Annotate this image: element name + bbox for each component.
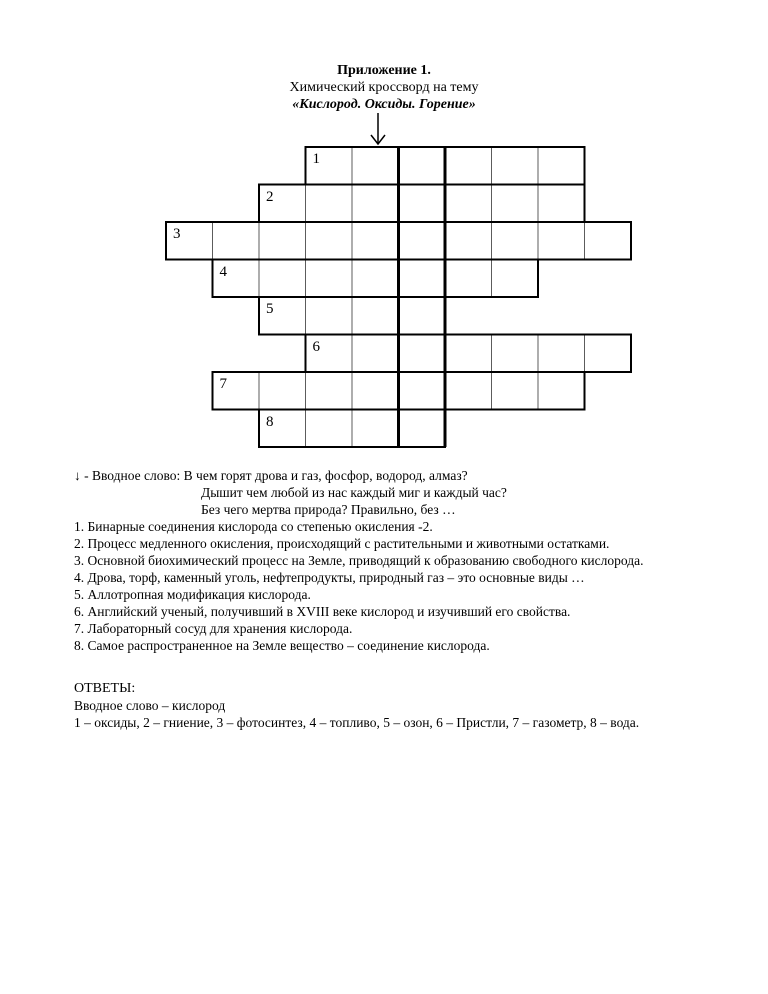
clue-3: 3. Основной биохимический процесс на Земле, приводящий к образованию свободного кислорода.: [74, 553, 644, 568]
keyword-riddle-line-2: Дышит чем любой из нас каждый миг и каждый час?: [201, 485, 507, 500]
crossword-cell: [352, 185, 399, 223]
clues-block: [74, 467, 714, 654]
crossword-cell: [352, 260, 399, 298]
crossword-cell: [306, 185, 353, 223]
crossword-cell: [445, 147, 492, 185]
clue-6: 6. Английский ученый, получивший в XVIII веке кислород и изучивший его свойства.: [74, 604, 571, 619]
crossword-row-outline: [259, 185, 585, 223]
crossword-cell: [306, 410, 353, 448]
crossword-cell: [352, 372, 399, 410]
crossword-cell: [399, 185, 446, 223]
crossword-cell: [399, 260, 446, 298]
crossword-cell: [259, 260, 306, 298]
clue-1: 1. Бинарные соединения кислорода со степенью окисления -2.: [74, 519, 433, 534]
crossword-number-8: 8: [266, 413, 274, 430]
clue-4: 4. Дрова, торф, каменный уголь, нефтепродукты, природный газ – это основные виды …: [74, 570, 585, 585]
crossword-row-outline: [306, 335, 632, 373]
crossword-cell: [352, 410, 399, 448]
crossword-cell: [492, 185, 539, 223]
clue-2: 2. Процесс медленного окисления, происходящий с растительными и животными остатками.: [74, 536, 610, 551]
crossword-number-7: 7: [219, 376, 227, 392]
crossword-cell: [445, 222, 492, 260]
crossword-cell: [259, 222, 306, 260]
crossword-topic: «Кислород. Оксиды. Горение»: [292, 97, 476, 112]
crossword-cell: [399, 410, 446, 448]
crossword-number-3: 3: [173, 226, 181, 242]
crossword-number-5: 5: [266, 301, 274, 317]
keyword-riddle-line-3: Без чего мертва природа? Правильно, без …: [201, 502, 456, 517]
crossword-cell: [538, 222, 585, 260]
crossword-cell: [352, 297, 399, 335]
crossword-cell: [306, 222, 353, 260]
crossword-cell: [399, 297, 446, 335]
crossword-cell: [399, 372, 446, 410]
crossword-cell: [445, 335, 492, 373]
crossword-cell: [399, 222, 446, 260]
crossword-cell: [538, 185, 585, 223]
crossword-cell: [399, 335, 446, 373]
crossword-number-4: 4: [219, 263, 227, 280]
crossword-cell: [538, 335, 585, 373]
crossword-cell: [492, 372, 539, 410]
crossword-cell: [492, 335, 539, 373]
crossword-cell: [306, 260, 353, 298]
crossword-cell: [492, 260, 539, 298]
crossword-cell: [538, 372, 585, 410]
answers-block: [74, 680, 714, 731]
crossword-cell: [492, 222, 539, 260]
clue-5: 5. Аллотропная модификация кислорода.: [74, 587, 311, 602]
document-subtitle: Химический кроссворд на тему: [289, 80, 479, 95]
answers-heading: ОТВЕТЫ:: [74, 681, 136, 696]
crossword-cell: [585, 335, 632, 373]
answers-list: 1 – оксиды, 2 – гниение, 3 – фотосинтез, 4 – топливо, 5 – озон, 6 – Пристли, 7 – газометр, 8 – вода.: [74, 715, 640, 730]
clue-8: 8. Самое распространенное на Земле вещество – соединение кислорода.: [74, 638, 490, 653]
document-title: Приложение 1.: [337, 63, 431, 78]
crossword-cell: [352, 222, 399, 260]
crossword-cell: [585, 222, 632, 260]
crossword-cell: [492, 147, 539, 185]
crossword-grid: [0, 0, 768, 460]
crossword-cell: [399, 147, 446, 185]
crossword-cell: [445, 260, 492, 298]
crossword-cell: [306, 297, 353, 335]
crossword-cell: [352, 335, 399, 373]
crossword-cell: [538, 147, 585, 185]
keyword-clue: ↓ - Вводное слово: В чем горят дрова и газ, фосфор, водород, алмаз?: [74, 468, 468, 483]
answers-keyword: Вводное слово – кислород: [74, 698, 226, 713]
crossword-cell: [306, 372, 353, 410]
crossword-cell: [259, 372, 306, 410]
crossword-number-6: 6: [312, 338, 320, 355]
crossword-row-outline: [213, 260, 539, 298]
crossword-cell: [445, 185, 492, 223]
crossword-cell: [213, 222, 260, 260]
crossword-number-1: 1: [312, 151, 320, 167]
crossword-number-2: 2: [266, 188, 274, 205]
crossword-cell: [352, 147, 399, 185]
clue-7: 7. Лабораторный сосуд для хранения кислорода.: [74, 621, 353, 636]
crossword-cell: [445, 372, 492, 410]
